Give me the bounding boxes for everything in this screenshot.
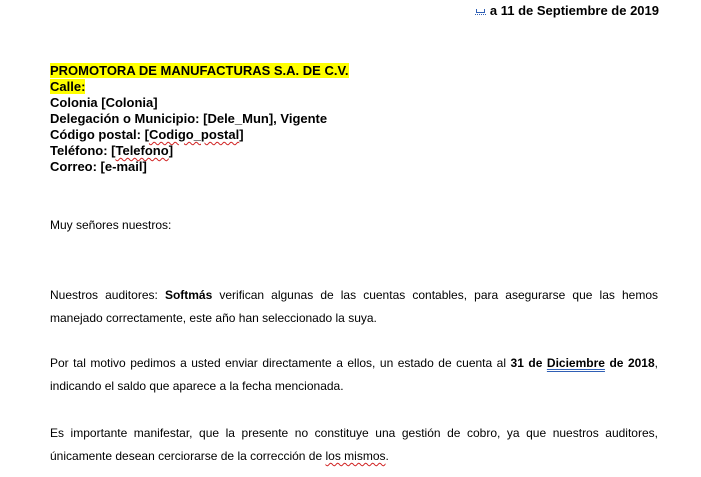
- municipio-line: Delegación o Municipio: [Dele_Mun], Vigente: [50, 111, 328, 126]
- postal-code-line: Código postal: [Codigo_postal]: [50, 127, 244, 142]
- field-marker-icon: [475, 6, 486, 15]
- paragraph-1: Nuestros auditores: Softmás verifican algunas de las cuentas contables, para asegurarse que las hemos manejado correctamente, este año han seleccionado la suya.: [50, 288, 659, 325]
- paragraph-3: Es importante manifestar, que la presente no constituye una gestión de cobro, ya que nuestros auditores, únicamente desean cerciorarse de la corrección de los mismos.: [50, 426, 658, 463]
- auditor-name: Softmás: [164, 288, 213, 302]
- email-line: Correo: [e-mail]: [50, 159, 147, 174]
- letter-date: a 11 de Septiembre de 2019: [489, 3, 659, 18]
- colonia-line: Colonia [Colonia]: [50, 95, 158, 110]
- paragraph-2: Por tal motivo pedimos a usted enviar directamente a ellos, un estado de cuenta al 31 de Diciembre de 2018, indicando el saldo que aparece a la fecha mencionada.: [50, 356, 658, 393]
- street-line: Calle:: [50, 79, 86, 94]
- phone-line: Teléfono: [Telefono]: [50, 143, 174, 158]
- salutation: Muy señores nuestros:: [50, 218, 172, 232]
- company-name: PROMOTORA DE MANUFACTURAS S.A. DE C.V.: [50, 63, 349, 78]
- month-field: Diciembre: [546, 356, 605, 370]
- postal-code-field: Codigo_postal: [148, 127, 240, 142]
- phone-field: Telefono: [115, 143, 169, 158]
- date-line: [475, 3, 659, 18]
- recipient-address: [50, 63, 349, 175]
